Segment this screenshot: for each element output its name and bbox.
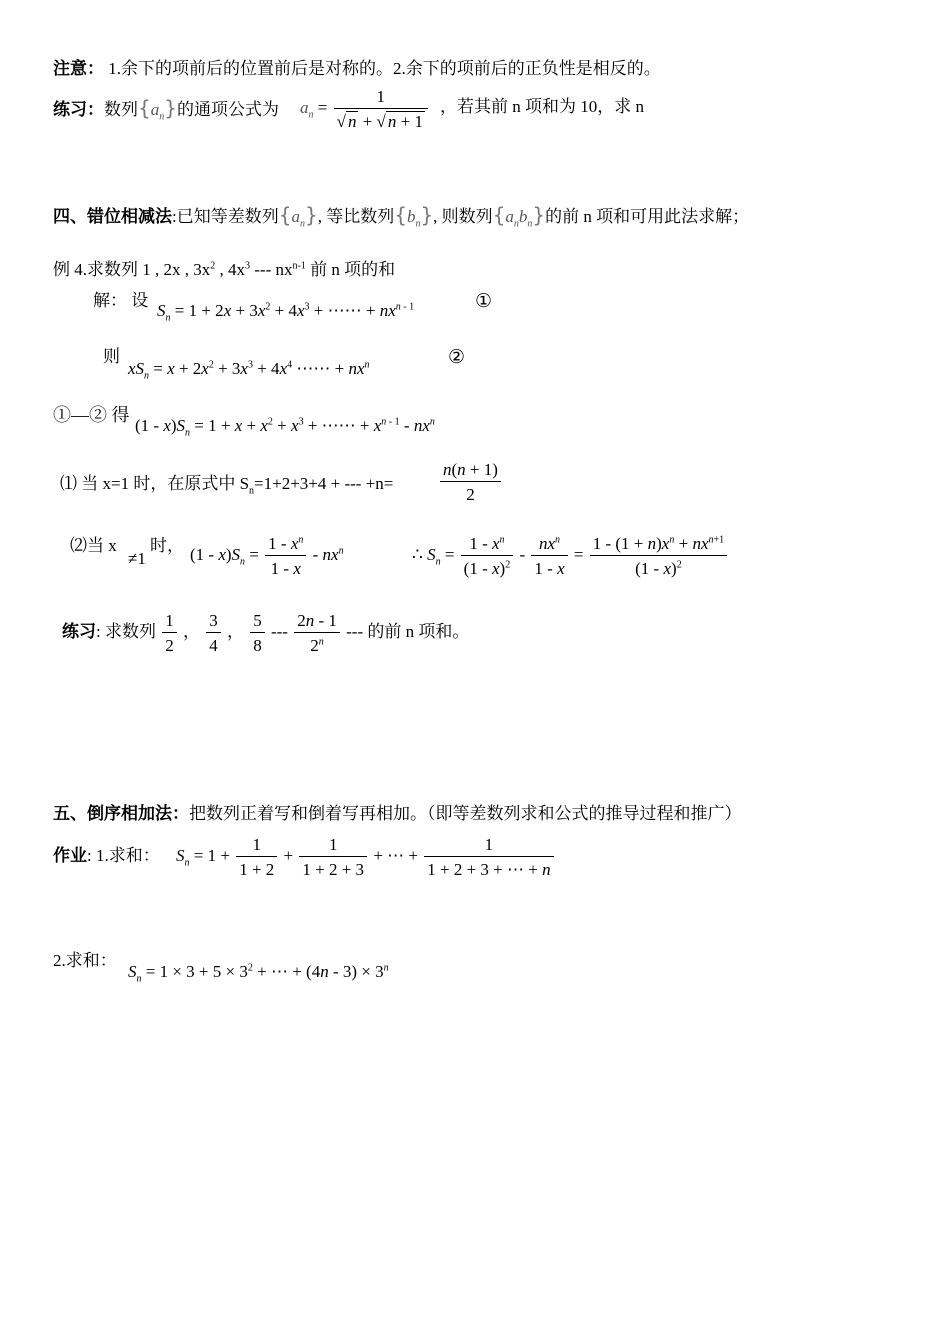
- note-label: 注意：: [53, 59, 104, 78]
- brace-ab-close: }: [532, 203, 546, 227]
- section4-t2: , 等比数列: [317, 207, 395, 226]
- case2-neq: ≠1: [128, 549, 146, 568]
- equation-difference: $(1 - x)S_n = 1 + x + x^2 + x^3$ + ⋯⋯ + $x^{n - 1} - nx^n$: [135, 416, 435, 439]
- brace-b: {: [394, 203, 407, 227]
- brace-close: }: [164, 96, 177, 120]
- section5-text: 把数列正着写和倒着写再相加。（即等差数列求和公式的推导过程和推广）: [189, 804, 742, 823]
- bn-sym: $b_n$: [406, 207, 421, 230]
- example4-end: 前 n 项的和: [310, 260, 396, 279]
- sequence-an-brace: {: [138, 96, 151, 120]
- practice1-text2: 的通项公式为: [176, 100, 279, 119]
- solution-label: 解： 设: [93, 291, 149, 310]
- sep1: ，: [182, 621, 200, 641]
- sep2: ，: [226, 621, 244, 641]
- example4-line: 例 4.求数列 1 , 2x , $3x^2$ , $4x^3$ --- $nx^{n-1}$ 前 n 项的和: [53, 260, 396, 279]
- circle-two: ②: [448, 347, 466, 368]
- case2-equation: $(1 - x)S_n$ = $\frac{1 - x^n}{1 - x}$ - $nx^n$: [190, 534, 344, 578]
- equation-1: $S_n = 1 + 2x + 3x^2 + 4x^3$ + ⋯⋯ + $nx^{n - 1}$: [157, 301, 415, 324]
- homework1-formula: $S_n = 1$ + $\frac{1}{1 + 2}$ + $\frac{1}{1 + 2 + 3}$ + ⋯ + $\frac{1}{1 + 2 + 3 + \cdots + n}$: [176, 836, 556, 878]
- general-term-formula: $a_n$ = $\frac{1}{√ n + √ n + 1}$: [300, 88, 430, 130]
- practice2-line: 练习: 求数列 $\frac{1}{2}$ ， $\frac{3}{4}$ ， $\frac{5}{8}$ --- $\frac{2n - 1}{2^n}$ --- 的前 n 项和。: [62, 611, 470, 655]
- homework-label: 作业: [53, 846, 87, 865]
- section5-line: [53, 805, 742, 822]
- practice1-line: [53, 96, 279, 123]
- equation-2: $xS_n = x + 2x^2 + 3x^3 + 4x^4$ ⋯⋯ + $nx^n$: [128, 359, 370, 382]
- practice2-text: : 求数列: [96, 621, 156, 641]
- brace-ab: {: [492, 203, 506, 227]
- case1-line: ⑴ 当 x=1 时，在原式中 $S_n=1+2+3+4$ + --- +n=: [60, 474, 394, 497]
- case2-shi: 时，: [150, 536, 184, 555]
- note-text: 1.余下的项前后的位置前后是对称的。2.余下的项前后的正负性是相反的。: [104, 59, 661, 78]
- brace-b-close: }: [420, 203, 434, 227]
- therefore-symbol: ∴: [412, 544, 423, 564]
- anbn-sym: $a_nb_n$: [505, 207, 533, 230]
- practice2-end: --- 的前 n 项和。: [346, 621, 470, 641]
- note-line: [53, 60, 661, 77]
- example4-text: 例 4.求数列 1 , 2x , 3x: [53, 260, 211, 279]
- case1-fraction: $\frac{n(n + 1)}{2}$: [438, 461, 503, 503]
- section4-t3: , 则数列: [433, 207, 493, 226]
- then-label: 则: [103, 347, 120, 366]
- practice1-text1: 数列: [104, 100, 138, 119]
- homework2-label: 2.求和：: [53, 951, 117, 970]
- homework1-line: [53, 847, 160, 864]
- case2-result: ∴ $S_n$ = $\frac{1 - x^n}{(1 - x)^2}$ - $\frac{nx^n}{1 - x}$ = $\frac{1 - (1 + n)x^n + nx^{n+1}}{(1 - x)^2}$: [412, 535, 729, 577]
- homework2-formula: $S_n = 1 \times 3 + 5 \times 3^2$ + ⋯ + $(4n - 3) \times 3^n$: [128, 962, 389, 985]
- an-symbol: $a_n$: [150, 100, 165, 123]
- case2-label: ⑵当 x: [70, 536, 117, 555]
- section4-heading: 四、错位相减法: [53, 207, 172, 226]
- brace-a: {: [278, 203, 292, 227]
- an-sym: $a_n$: [291, 207, 305, 230]
- case1-text: ⑴ 当 x=1 时，在原式中 S: [60, 474, 250, 493]
- practice1-tail: ，若其前 n 项和为 10，求 n: [440, 97, 644, 116]
- case1-sum: =1+2+3+4 + --- +n=: [254, 474, 394, 493]
- section5-heading: 五、倒序相加法：: [53, 804, 189, 823]
- general-term-fraction: $\frac{1}{√ n + √ n + 1}$: [334, 88, 428, 130]
- practice2-label: 练习: [62, 621, 96, 641]
- section4-t4: 的前 n 项和可用此法求解；: [545, 207, 750, 226]
- section4-line: [53, 203, 750, 230]
- dashes: ---: [270, 621, 288, 641]
- practice1-label: 练习：: [53, 100, 104, 119]
- subtract-label: ①—② 得: [53, 405, 130, 425]
- section4-t1: :已知等差数列: [172, 207, 279, 226]
- homework-q1: : 1.求和：: [87, 846, 160, 865]
- example4-tail: --- nx: [254, 260, 293, 279]
- circle-one: ①: [475, 291, 493, 312]
- brace-a-close: }: [304, 203, 318, 227]
